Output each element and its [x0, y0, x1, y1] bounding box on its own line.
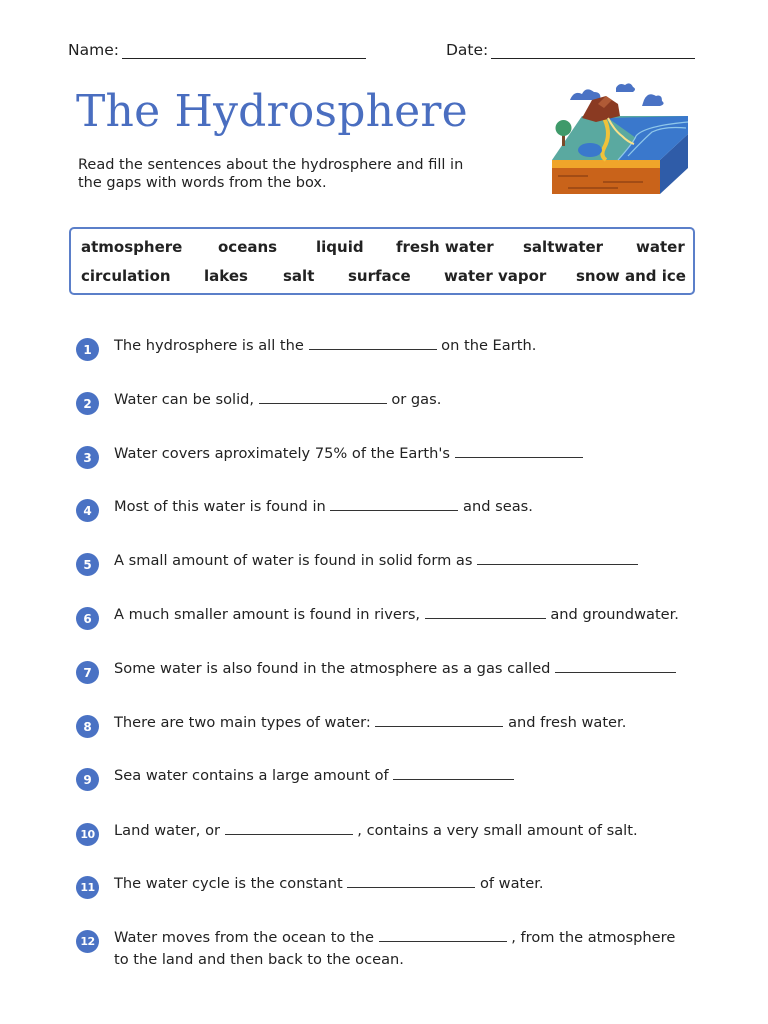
question-7 — [76, 658, 716, 682]
word-bank-item: atmosphere — [81, 238, 183, 256]
instructions-text: Read the sentences about the hydrosphere and fill in the gaps with words from the box. — [78, 157, 464, 191]
date-label: Date: — [446, 41, 489, 59]
word-bank-item: circulation — [81, 267, 171, 285]
name-field[interactable] — [68, 41, 366, 59]
question-text: , from the atmosphere — [511, 929, 676, 946]
question-text: on the Earth. — [441, 337, 537, 354]
word-bank-item: snow and ice — [576, 267, 686, 285]
answer-blank[interactable] — [477, 551, 638, 565]
question-number-badge: 1 — [76, 338, 99, 361]
question-number-badge: 6 — [76, 607, 99, 630]
question-text: Most of this water is found in — [114, 498, 331, 515]
question-2 — [76, 389, 716, 413]
question-8 — [76, 712, 716, 736]
answer-blank[interactable] — [309, 336, 437, 350]
question-3 — [76, 443, 716, 467]
answer-blank[interactable] — [425, 605, 546, 619]
answer-blank[interactable] — [259, 390, 387, 404]
question-text-continued: to the land and then back to the ocean. — [114, 951, 404, 968]
question-9 — [76, 765, 716, 789]
date-field[interactable] — [446, 41, 695, 59]
question-5 — [76, 550, 716, 574]
question-1 — [76, 335, 716, 359]
question-number-badge: 7 — [76, 661, 99, 684]
question-text: of water. — [479, 875, 544, 892]
word-bank-item: salt — [283, 267, 315, 285]
word-bank-box — [69, 227, 695, 295]
question-text: Water covers aproximately 75% of the Earth's — [114, 445, 455, 462]
question-text: Some water is also found in the atmosphere as a gas called — [114, 660, 551, 677]
answer-blank[interactable] — [375, 713, 503, 727]
question-text: and seas. — [463, 498, 533, 515]
question-4 — [76, 496, 716, 520]
question-number-badge: 5 — [76, 553, 99, 576]
question-text: , contains a very small amount of salt. — [357, 822, 638, 839]
word-bank-item: oceans — [218, 238, 278, 256]
question-text: and groundwater. — [550, 606, 679, 623]
question-text: A much smaller amount is found in rivers, — [114, 606, 421, 623]
question-text: There are two main types of water: — [114, 714, 376, 731]
question-number-badge: 8 — [76, 715, 99, 738]
question-text: and fresh water. — [508, 714, 627, 731]
question-number-badge: 10 — [76, 823, 99, 846]
word-bank-item: water — [636, 238, 685, 256]
question-text: or gas. — [391, 391, 442, 408]
question-text: Water can be solid, — [114, 391, 255, 408]
question-12 — [76, 927, 716, 973]
word-bank-item: liquid — [316, 238, 364, 256]
question-text: The water cycle is the constant — [114, 875, 348, 892]
word-bank-item: fresh water — [396, 238, 494, 256]
question-text: Water moves from the ocean to the — [114, 929, 379, 946]
question-text: Sea water contains a large amount of — [114, 767, 394, 784]
word-bank-item: saltwater — [523, 238, 604, 256]
answer-blank[interactable] — [393, 766, 514, 780]
question-number-badge: 9 — [76, 768, 99, 791]
answer-blank[interactable] — [347, 874, 475, 888]
question-number-badge: 11 — [76, 876, 99, 899]
question-number-badge: 12 — [76, 930, 99, 953]
answer-blank[interactable] — [379, 928, 507, 942]
question-number-badge: 3 — [76, 446, 99, 469]
answer-blank[interactable] — [555, 659, 676, 673]
question-text: Land water, or — [114, 822, 225, 839]
question-text: The hydrosphere is all the — [114, 337, 304, 354]
word-bank-item: surface — [348, 267, 411, 285]
answer-blank[interactable] — [225, 821, 353, 835]
name-label: Name: — [68, 41, 119, 59]
question-10 — [76, 820, 716, 844]
answer-blank[interactable] — [455, 444, 583, 458]
question-text: A small amount of water is found in solid form as — [114, 552, 478, 569]
word-bank-item: lakes — [204, 267, 248, 285]
word-bank-item: water vapor — [444, 267, 547, 285]
answer-blank[interactable] — [330, 497, 458, 511]
name-input-line[interactable] — [122, 44, 366, 59]
question-6 — [76, 604, 716, 628]
date-input-line[interactable] — [491, 44, 695, 59]
question-11 — [76, 873, 716, 897]
question-number-badge: 4 — [76, 499, 99, 522]
question-number-badge: 2 — [76, 392, 99, 415]
earth-cross-section-illustration — [548, 78, 698, 202]
page-title: The Hydrosphere — [76, 86, 468, 137]
